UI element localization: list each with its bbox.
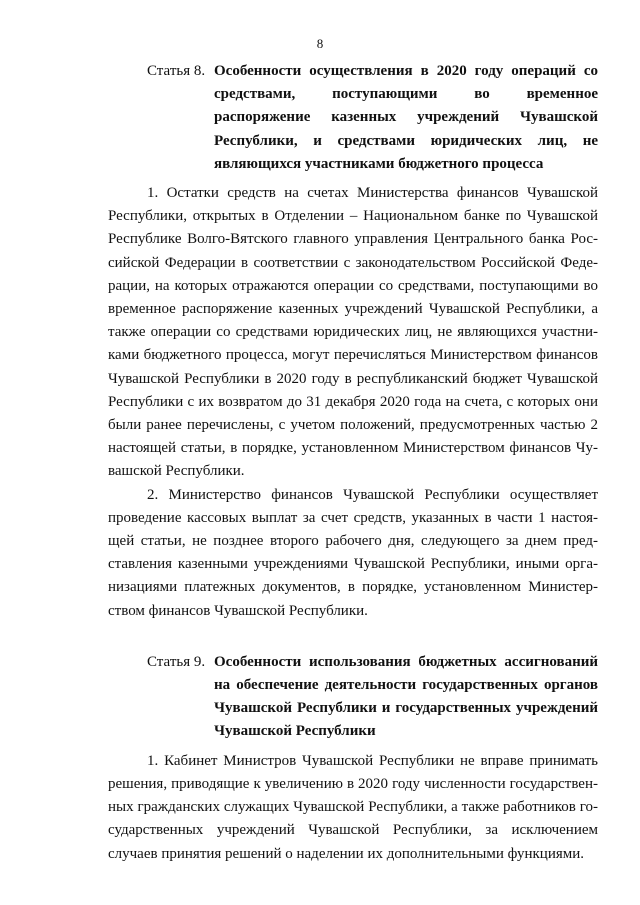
article-8-label: Статья 8. bbox=[147, 63, 206, 79]
article-9-heading bbox=[108, 651, 598, 744]
article-8-title: Особенности осуществления в 2020 году операций со средствами, поступающими во временное распоряжение казенных учреждений Чувашской Республики, и средствами юридических лиц, не являющихся участниками бюджетного процесса bbox=[214, 63, 598, 172]
article-8-paragraph-1: 1. Остатки средств на счетах Министерства финансов Чувашской Республики, открытых в Отделении – Национальном банке по Чувашской Республике Волго-Вятского главного управления Центрального банка Российской Федерации в соответствии с законодательством Российской Федерации, на которых отражаются операции со средствами, поступающими во временное распоряжение казенных учреждений Чувашской Республики, а также операции со средствами юридических лиц, не являющихся участниками бюджетного процесса, могут перечисляться Министерством финансов Чувашской Республики в 2020 году в республиканский бюджет Чувашской Республики с их возвратом до 31 декабря 2020 года на счета, с которых они были ранее перечислены, с учетом положений, предусмотренных частью 2 настоящей статьи, в порядке, установленном Министерством финансов Чувашской Республики. bbox=[108, 185, 598, 480]
article-8-heading bbox=[108, 60, 598, 176]
page-number: 8 bbox=[316, 36, 324, 51]
article-9-title: Особенности использования бюджетных ассигнований на обеспечение деятельности государственных органов Чувашской Республики и государственных учреждений Чувашской Республики bbox=[214, 653, 598, 740]
article-8-paragraph-2: 2. Министерство финансов Чувашской Республики осуществляет проведение кассовых выплат за счет средств, указанных в части 1 настоящей статьи, не позднее второго рабочего дня, следующего за днем представления казенными учреждениями Чувашской Республики, иными организациями платежных документов, в порядке, установленном Министерством финансов Чувашской Республики. bbox=[108, 486, 598, 619]
article-9-paragraph-1: 1. Кабинет Министров Чувашской Республики не вправе принимать решения, приводящие к увеличению в 2020 году численности государственных гражданских служащих Чувашской Республики, а также работников государственных учреждений Чувашской Республики, за исключением случаев принятия решений о наделении их дополнительными функциями. bbox=[108, 752, 598, 862]
document-body bbox=[108, 60, 598, 866]
article-9-label: Статья 9. bbox=[147, 653, 206, 670]
